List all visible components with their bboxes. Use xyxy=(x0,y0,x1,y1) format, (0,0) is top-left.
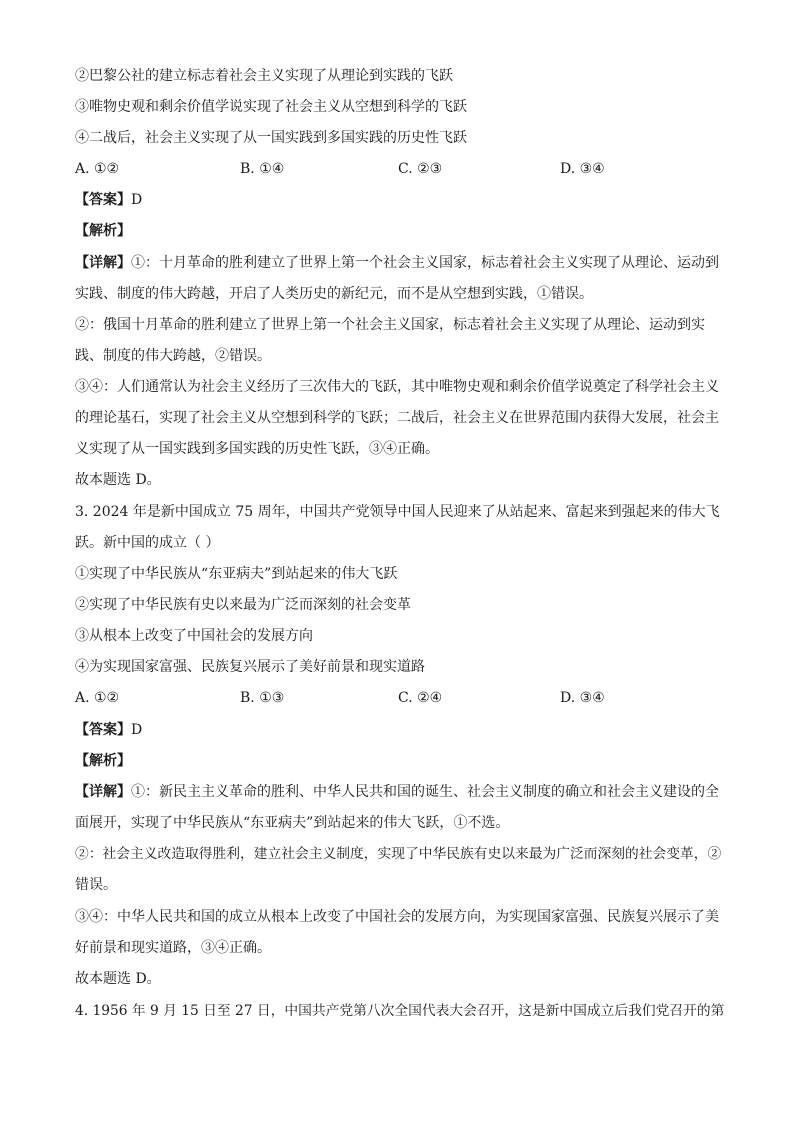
q2-detail-line-4: 践、制度的伟大跨越，②错误。 xyxy=(75,348,271,364)
q3-conclusion: 故本题选 D。 xyxy=(75,971,161,987)
q3-answer-tag: 【答案】 xyxy=(75,722,131,738)
q2-options xyxy=(75,159,725,179)
q2-detail-line-7: 义实现了从一国实践到多国实践的历史性飞跃，③④正确。 xyxy=(75,441,439,457)
q3-answer-value: D xyxy=(131,722,143,738)
q3-stem-line-1: 3. 2024 年是新中国成立 75 周年，中国共产党领导中国人民迎来了从站起来、富起来到强起来的伟大飞 xyxy=(75,504,720,520)
q2-detail-line-3: ②：俄国十月革命的胜利建立了世界上第一个社会主义国家，标志着社会主义实现了从理论、运动到实 xyxy=(75,317,705,333)
q2-detail-line-1 xyxy=(75,253,725,273)
q3-detail-line-1 xyxy=(75,782,725,802)
q3-statement-4: ④为实现国家富强、民族复兴展示了美好前景和现实道路 xyxy=(75,659,425,675)
q3-detail-line-2: 面展开，实现了中华民族从“东亚病夫”到站起来的伟大飞跃，①不选。 xyxy=(75,815,510,831)
q2-detail-line-6: 的理论基石，实现了社会主义从空想到科学的飞跃；二战后，社会主义在世界范围内获得大发展，社会主 xyxy=(75,410,719,426)
q3-stem-line-2: 跃。新中国的成立（ ） xyxy=(75,535,220,551)
q2-option-c: C. ②③ xyxy=(398,161,443,177)
q2-detail-tag: 【详解】 xyxy=(75,255,131,271)
q3-option-d: D. ③④ xyxy=(560,690,605,706)
q3-detail-line-5: ③④：中华人民共和国的成立从根本上改变了中国社会的发展方向，为实现国家富强、民族复兴展示了美 xyxy=(75,909,719,925)
q2-option-d: D. ③④ xyxy=(560,161,605,177)
q2-detail-line-5: ③④：人们通常认为社会主义经历了三次伟大的飞跃，其中唯物史观和剩余价值学说奠定了科学社会主义 xyxy=(75,379,719,395)
q2-answer-tag: 【答案】 xyxy=(75,192,131,208)
q2-detail-line-2: 实践、制度的伟大跨越，开启了人类历史的新纪元，而不是从空想到实践，①错误。 xyxy=(75,286,593,302)
q3-options xyxy=(75,688,725,708)
q2-detail-text: ①：十月革命的胜利建立了世界上第一个社会主义国家，标志着社会主义实现了从理论、运动到 xyxy=(131,255,719,271)
q2-option-b: B. ①④ xyxy=(240,161,285,177)
q3-statement-3: ③从根本上改变了中国社会的发展方向 xyxy=(75,628,313,644)
q3-detail-text: ①：新民主主义革命的胜利、中华人民共和国的诞生、社会主义制度的确立和社会主义建设的全 xyxy=(131,784,719,800)
q3-detail-line-3: ②：社会主义改造取得胜利，建立社会主义制度，实现了中华民族有史以来最为广泛而深刻的社会变革，② xyxy=(75,846,722,862)
q4-stem-line-1: 4. 1956 年 9 月 15 日至 27 日，中国共产党第八次全国代表大会召开，这是新中国成立后我们党召开的第 xyxy=(75,1003,725,1019)
q3-statement-1: ①实现了中华民族从“东亚病夫”到站起来的伟大飞跃 xyxy=(75,566,398,582)
q3-detail-line-4: 错误。 xyxy=(75,877,117,893)
q2-statement-2: ②巴黎公社的建立标志着社会主义实现了从理论到实践的飞跃 xyxy=(75,68,453,84)
q2-answer-row xyxy=(75,190,725,210)
q2-option-a: A. ①② xyxy=(75,161,120,177)
q2-statement-4: ④二战后，社会主义实现了从一国实践到多国实践的历史性飞跃 xyxy=(75,130,467,146)
q3-statement-2: ②实现了中华民族有史以来最为广泛而深刻的社会变革 xyxy=(75,597,411,613)
q3-analysis-tag: 【解析】 xyxy=(75,753,131,769)
q3-answer-row xyxy=(75,720,725,740)
q3-option-a: A. ①② xyxy=(75,690,120,706)
q2-conclusion: 故本题选 D。 xyxy=(75,472,161,488)
q3-option-c: C. ②④ xyxy=(398,690,443,706)
q3-detail-tag: 【详解】 xyxy=(75,784,131,800)
q2-statement-3: ③唯物史观和剩余价值学说实现了社会主义从空想到科学的飞跃 xyxy=(75,99,467,115)
q2-answer-value: D xyxy=(131,192,143,208)
q2-analysis-tag: 【解析】 xyxy=(75,223,131,239)
q3-detail-line-6: 好前景和现实道路，③④正确。 xyxy=(75,940,271,956)
q3-option-b: B. ①③ xyxy=(240,690,285,706)
